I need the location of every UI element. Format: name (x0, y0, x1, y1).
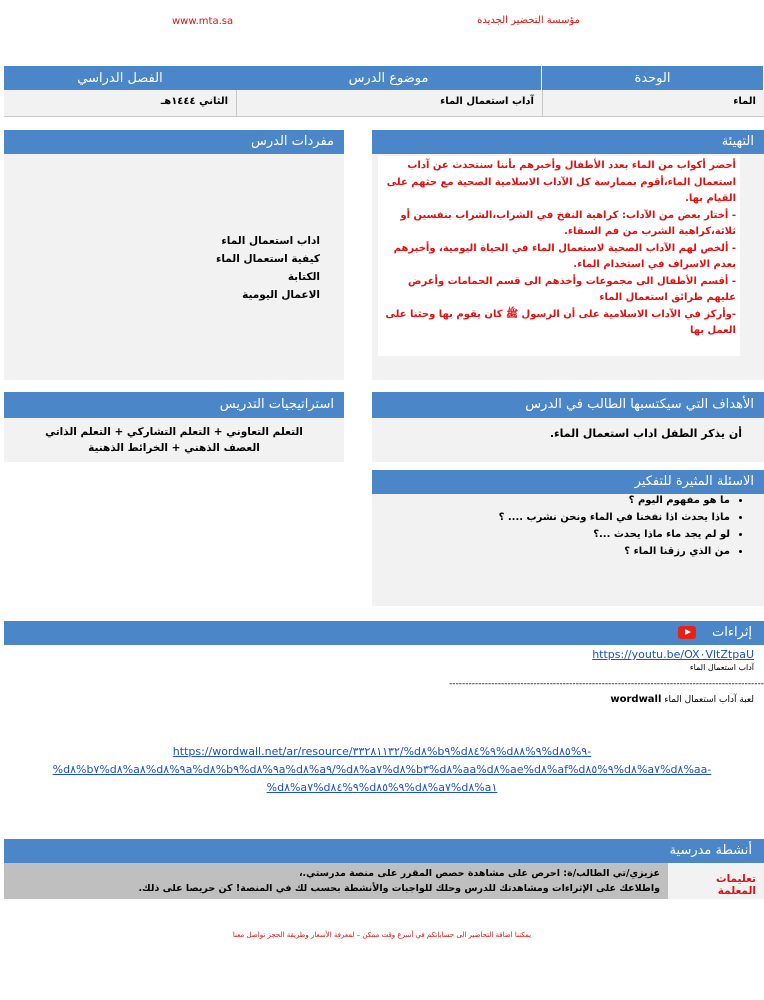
vocab-title: مفردات الدرس (4, 130, 344, 154)
vocab-item: الكتابة (287, 271, 320, 283)
question-item: • من الذي رزقنا الماء ؟ (380, 543, 730, 560)
vocab-list (120, 232, 320, 304)
questions-title: الاسئلة المثيرة للتفكير (372, 470, 764, 494)
intro-line: -وأركز في الآداب الاسلامية على أن الرسول ﷺ كان يقوم بها وحثنا على العمل بها (385, 308, 736, 336)
objectives-text: أن يذكر الطفل اداب استعمال الماء. (549, 427, 742, 440)
question-item: • ماذا يحدث اذا نفخنا في الماء ونحن نشرب .... ؟ (380, 509, 730, 526)
vocab-item: كيفية استعمال الماء (215, 253, 320, 265)
wordwall-caption: لعبة آداب استعمال الماء (664, 695, 754, 705)
wordwall-brand: wordwall (610, 694, 662, 705)
enrichment-title: إثراءات (712, 625, 752, 640)
questions-list (380, 492, 748, 560)
divider-line: ------------------------------------------------------------------------------------------------- (448, 679, 764, 689)
teacher-instructions (4, 863, 668, 899)
topic-value: آداب استعمال الماء (236, 90, 542, 116)
objectives-panel (372, 418, 764, 462)
vocab-item: اداب استعمال الماء (221, 235, 320, 247)
info-table-header (4, 66, 764, 90)
site-url[interactable]: www.mta.sa (172, 16, 234, 27)
activities-row (4, 863, 764, 899)
strategies-text (14, 424, 334, 456)
wordwall-link-line[interactable]: %d٨%b٧%d٨%a٨%d٩%٨a%d٨%b٩%d٩%٨a%d٨%a٩/%d٨%a٧%d٨%b٣%d٨%aa%d٨%ae%d٨%af%d٩%٨٥%d٨%a٧%d٨%aa- (52, 763, 712, 776)
activities-title: أنشطة مدرسية (4, 839, 764, 863)
wordwall-link-line[interactable]: %d٨%a٧%d٩%٨٤%d٩%٨٥%d٨%a٧%d٨%a١ (266, 781, 498, 794)
video-caption: آداب استعمال الماء (689, 663, 754, 672)
org-name: مؤسسة التحضير الجديدة (477, 15, 580, 26)
info-table-row (4, 90, 764, 117)
intro-line: - ألخص لهم الآداب الصحية لاستعمال الماء في الحياة اليومية، وأخبرهم بعدم الاسراف في استخدام الماء. (393, 242, 736, 270)
youtube-icon[interactable] (678, 626, 696, 639)
youtube-link[interactable]: https://youtu.be/OX٠VltZtpaU (592, 648, 754, 661)
enrichment-bar (4, 621, 764, 645)
strategies-title: استراتيجيات التدريس (4, 392, 344, 418)
intro-line: - أقسم الأطفال الى مجموعات وأخذهم الى قسم الحمامات وأعرض عليهم طرائق استعمال الماء (408, 275, 736, 303)
intro-line: - أختار بعض من الآداب: كراهية النفخ في الشراب،الشراب بنفسين أو ثلاثة،كراهية الشرب من فم السقاء. (400, 209, 736, 237)
objectives-title: الأهداف التي سيكتسبها الطالب في الدرس (372, 392, 764, 418)
instruction-line: واطلاعك على الإثراءات ومشاهدتك للدرس وحلك للواجبات والأنشطة بحسب لك في المنصة! كن حريصا على ذلك. (138, 883, 660, 894)
strategies-line: العصف الذهني + الخرائط الذهنية (88, 442, 260, 454)
strategies-line: التعلم التعاوني + التعلم التشاركي + التعلم الذاتي (45, 426, 303, 438)
intro-title: التهيئة (372, 130, 764, 154)
instruction-line: عزيزي/تي الطالب/ة: احرص على مشاهدة حصص المقرر على منصة مدرستي.، (298, 868, 660, 879)
col-topic: موضوع الدرس (236, 66, 542, 90)
intro-line: أحضر أكواب من الماء بعدد الأطفال وأخبرهم بأننا سنتحدث عن آداب استعمال الماء،أقوم بممارسة كل الآداب الاسلامية الصحية مع حثهم على القيام بها. (386, 160, 736, 204)
wordwall-link-line[interactable]: https://wordwall.net/ar/resource/٣٣٢٨١١٣٢/%d٨%b٩%d٩%٨٤%d٩%٨٨%d٩%٨٥- (172, 745, 592, 758)
wordwall-link[interactable] (0, 743, 764, 797)
footer-note: يمكننا اضافة التحاضير الى حساباتكم في أسرع وقت ممكن – لمعرفة الأسعار وطريقة الحجز تواصل معنا (232, 931, 532, 939)
vocab-item: الاعمال اليومية (242, 289, 320, 301)
unit-value: الماء (542, 90, 764, 116)
col-term: الفصل الدراسي (77, 70, 163, 86)
question-item: • ما هو مفهوم اليوم ؟ (380, 492, 730, 509)
question-item: • لو لم يجد ماء ماذا يحدث ...؟ (380, 526, 730, 543)
intro-text (378, 156, 740, 356)
wordwall-caption-row (610, 694, 754, 705)
teacher-label: تعليمات المعلمة (668, 863, 764, 899)
col-unit: الوحدة (542, 66, 764, 90)
term-value: الثاني ١٤٤٤هـ (160, 96, 228, 107)
